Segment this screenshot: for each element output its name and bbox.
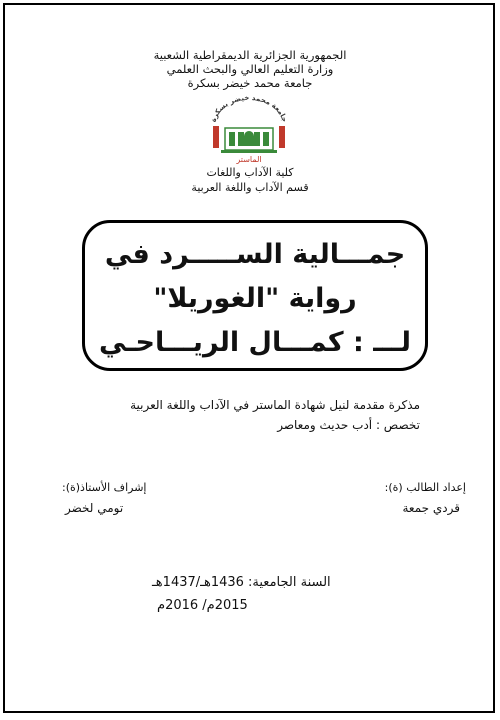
republic-line: الجمهورية الجزائرية الديمقراطية الشعبية xyxy=(153,48,347,62)
university-logo-icon xyxy=(203,96,295,164)
university-line: جامعة محمد خيضر بسكرة xyxy=(187,76,313,90)
supervisor-name: تومي لخضر xyxy=(65,501,124,515)
svg-text:جامعة محمد خيضر بسكرة xyxy=(209,96,288,123)
university-logo xyxy=(203,96,295,164)
title-line-1: جمـــالية الســـــرد في xyxy=(104,239,406,270)
department-name: قسم الآداب واللغة العربية xyxy=(191,181,309,194)
supervisor-label: إشراف الأستاذ(ة): xyxy=(62,481,147,494)
title-box xyxy=(82,220,428,371)
title-line-3: لـــ : كمـــال الريـــاحـي xyxy=(98,327,412,358)
academic-year-hijri: السنة الجامعية: 1436هـ/1437هـ xyxy=(152,575,331,590)
ministry-line: وزارة التعليم العالي والبحث العلمي xyxy=(166,62,334,76)
title-line-2: رواية "الغوريلا" xyxy=(153,283,357,314)
academic-year-gregorian: 2015م/ 2016م xyxy=(157,598,248,613)
student-name: قردي جمعة xyxy=(402,501,460,515)
student-label: إعداد الطالب (ة): xyxy=(384,481,466,494)
specialty: تخصص : أدب حديث ومعاصر xyxy=(277,418,420,432)
logo-sub-text: الماستر xyxy=(236,155,262,164)
memo-description: مذكرة مقدمة لنيل شهادة الماستر في الآداب واللغة العربية xyxy=(130,398,420,412)
logo-arc-text: جامعة محمد خيضر بسكرة xyxy=(209,96,289,124)
faculty-name: كلية الآداب واللغات xyxy=(206,166,294,179)
